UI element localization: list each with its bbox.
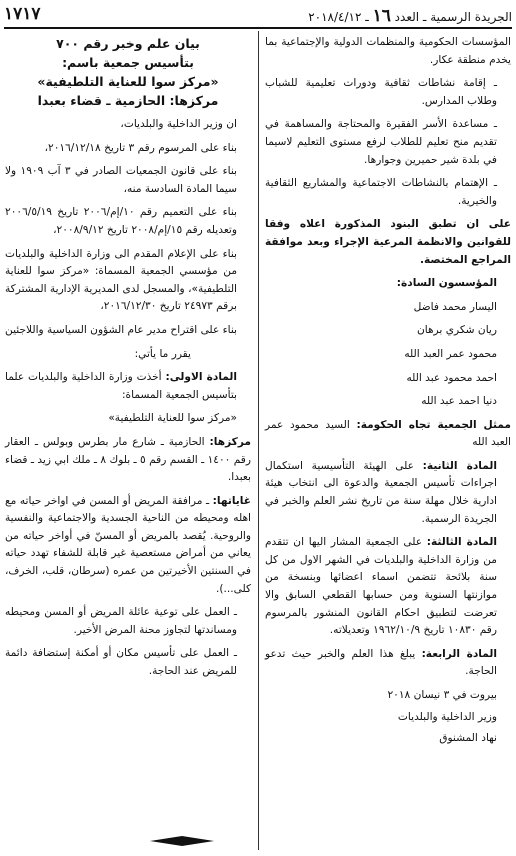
left-column [5, 34, 251, 687]
article-4 [265, 646, 511, 681]
signature-title: وزير الداخلية والبلديات [397, 710, 497, 723]
goals-label: غاياتها: [212, 494, 251, 507]
founder-name: دنيا احمد عبد الله [421, 395, 497, 408]
article-2 [265, 458, 511, 528]
hq-text: الحازمية ـ شارع مار بطرس وبولس ـ العقار رقم ١٤٠٠ ـ القسم رقم ٥ ـ بلوك ٨ ـ ملك ابي زيد ـ قضاء بعبدا. [5, 435, 251, 484]
conditions-paragraph: على ان تطبق البنود المذكورة اعلاه وفقا للقوانين والانظمة المرعية الإجراء وبعد موافقة المراجع المختصة. [265, 218, 511, 266]
gov-representative [265, 417, 511, 452]
article-label: المادة الثالثة: [426, 536, 497, 549]
notice-title-line: بتأسيس جمعية باسم: [62, 55, 194, 70]
notice-title-line: «مركز سوا للعناية التلطيفية» [37, 74, 219, 89]
goal-item: ـ مساعدة الأسر الفقيرة والمحتاجة والمساهمة في تقديم منح تعليم للطلاب لرفع مستوى التعليم لاسيما في بلدة شير حميرين وجوارها. [265, 118, 497, 166]
paragraph: بناء على اقتراح مدير عام الشؤون السياسية واللاجئين [5, 323, 237, 336]
goal-item: ـ الإهتمام بالنشاطات الاجتماعية والمشاريع الثقافية والخيرية. [265, 177, 497, 207]
goals [5, 493, 251, 599]
founder-name: احمد محمود عبد الله [406, 371, 497, 384]
article-text: على الهيئة التأسيسية استكمال اجراءات تأسيس الجمعية والدعوة الى انتخاب هيئة ادارية خلال مهلة سنة من تاريخ نشر العلم والخبر في الجريدة الرسمية. [265, 459, 497, 525]
article-3 [265, 534, 511, 640]
column-divider [258, 31, 259, 850]
headquarters [5, 434, 251, 487]
goals-text: ـ مرافقة المريض أو المسن في اواخر حياته مع اهله ومحيطه من الناحية الجسدية والاجتماعية والنفسية والروحية. يُقصد بالمريض أو المسنّ في أواخر حياته من يعاني من أمراض مستعصية غير قابلة للشفاء تهدد حياته في السنتين الأخيرتين من عمره (سرطان، قلب، الخرف، كلى...). [5, 494, 251, 595]
article-label: المادة الثانية: [422, 459, 497, 472]
association-name: «مركز سوا للعناية التلطيفية» [108, 412, 237, 425]
notice-title [5, 34, 251, 110]
end-ornament-icon [150, 836, 214, 846]
paragraph: ان وزير الداخلية والبلديات، [120, 118, 237, 130]
signature-place-date: بيروت في ٣ نيسان ٢٠١٨ [387, 689, 497, 701]
article-label: المادة الاولى: [165, 371, 238, 384]
goal-item: ـ العمل على تأسيس مكان أو أمكنة إستضافة دائمة للمريض عند الحاجة. [5, 647, 237, 678]
founder-name: اليسار محمد فاضل [413, 300, 497, 313]
notice-title-line: مركزها: الحازمية ـ قضاء بعبدا [37, 93, 219, 108]
paragraph: بناء على قانون الجمعيات الصادر في ٣ آب ١٩٠٩ ولا سيما المادة السادسة منه، [5, 165, 238, 195]
paragraph: بناء على التعميم رقم ١٠/إم/٢٠٠٦ تاريخ ٢٠٠٦/٥/١٩ وتعديله رقم ١٥/إم/٢٠٠٨ تاريخ ٢٠٠٨/٩/١٢، [5, 206, 237, 236]
decides-line: يقرر ما يأتي: [134, 347, 191, 360]
paragraph: المؤسسات الحكومية والمنظمات الدولية والإجتماعية بما يخدم منطقة عكار. [265, 36, 511, 66]
founder-name: محمود عمر العبد الله [404, 347, 497, 360]
page-header [4, 2, 512, 26]
hq-label: مركزها: [209, 435, 251, 448]
founder-name: ريان شكري برهان [416, 324, 497, 337]
article-text: أخذت وزارة الداخلية والبلديات علما بتأسيس الجمعية المسماة: [5, 371, 237, 401]
goal-item: ـ إقامة نشاطات ثقافية ودورات تعليمية للشباب وطلاب المدارس. [265, 77, 497, 107]
issue-number: ١٦ [372, 6, 391, 26]
notice-title-line: بيان علم وخبر رقم ٧٠٠ [56, 36, 200, 51]
signature-block [265, 687, 511, 748]
signature-name: نهاد المشنوق [439, 732, 497, 745]
founders-list [265, 299, 511, 411]
article-text: يبلغ هذا العلم والخبر حيث تدعو الحاجة. [265, 647, 497, 678]
paragraph: بناء على المرسوم رقم ٣ تاريخ ٢٠١٦/١٢/١٨، [44, 141, 237, 154]
header-rule [4, 27, 512, 29]
goal-item: ـ العمل على توعية عائلة المريض أو المسن ومحيطه ومساندتها لتجاوز محنة المرض الأخير. [5, 606, 237, 636]
right-column [265, 34, 511, 752]
founders-heading: المؤسسون السادة: [396, 277, 497, 290]
article-label: المادة الرابعة: [421, 647, 497, 660]
gazette-info [308, 6, 512, 26]
gazette-name: الجريدة الرسمية ـ العدد [394, 10, 512, 24]
paragraph: بناء على الإعلام المقدم الى وزارة الداخلية والبلديات من مؤسسي الجمعية المسماة: «مركز سوا للعناية التلطيفية»، والمسجل لدى المديرية الإدارية المشتركة برقم ٢٤٩٧٣ تاريخ ٢٠١٦/١٢/٣٠، [5, 247, 237, 313]
issue-date: ـ ٢٠١٨/٤/١٢ [308, 10, 369, 24]
gov-rep-name: السيد محمود عمر العبد الله [265, 418, 511, 449]
page-number: ١٧١٧ [4, 4, 41, 24]
article-text: على الجمعية المشار اليها ان تتقدم من وزارة الداخلية والبلديات في الشهر الاول من كل سنة بلائحة تتضمن اسماء اعضائها وبنسخة من موازنتها السنوية ومن حسابها القطعي السابق والا تعرضت لتطبيق احكام القانون المنشور بالمرسوم رقم ١٠٨٣٠ تاريخ ١٩٦٢/١٠/٩ وتعديلاته. [265, 536, 497, 637]
article-1 [5, 369, 251, 404]
gov-rep-label: ممثل الجمعية تجاه الحكومة: [356, 418, 511, 431]
